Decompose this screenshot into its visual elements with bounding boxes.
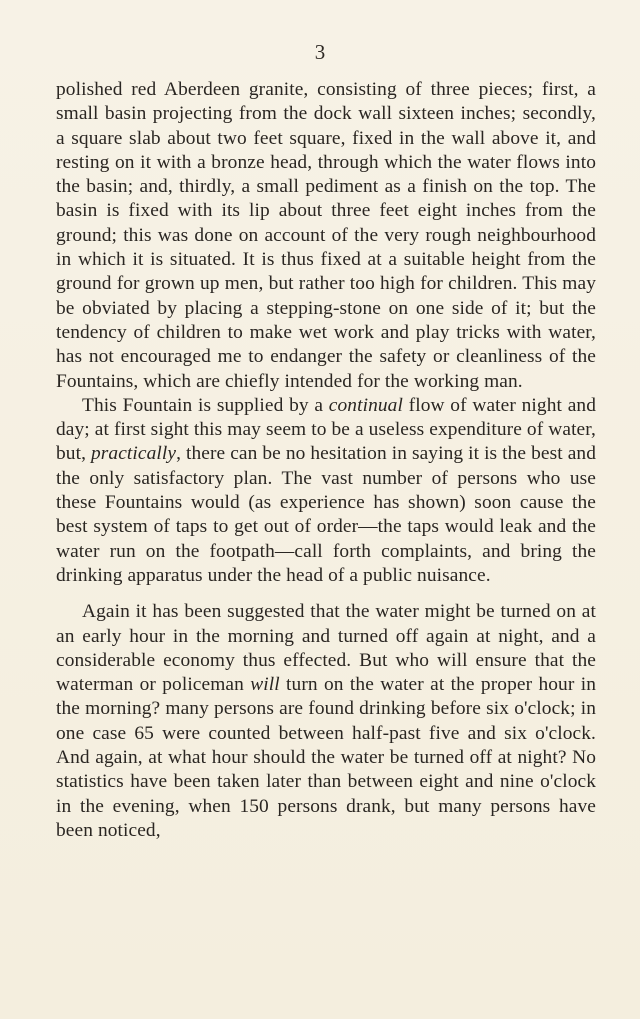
paragraph-3 bbox=[56, 600, 596, 843]
paragraph-2 bbox=[56, 394, 596, 588]
body-text bbox=[56, 78, 596, 843]
paragraph-1 bbox=[56, 78, 596, 394]
emphasis-practically: practically bbox=[90, 443, 177, 465]
emphasis-will: will bbox=[250, 674, 280, 696]
paragraph-1-text: polished red Aberdeen granite, consisting of three pieces; first, a small basin projecting from the dock wall sixteen inches; secondly, a square slab about two feet square, fixed in the wall above it, and resting on it with a bronze head, through which the water flows into the basin; and, thirdly, a small pediment as a finish on the top. The basin is fixed with its lip about three feet eight inches from the ground; this was done on account of the very rough neighbourhood in which it is situated. It is thus fixed at a suitable height from the ground for grown up men, but rather too high for children. This may be obviated by placing a stepping-stone on one side of it; but the tendency of children to make wet work and play tricks with water, has not encouraged me to endanger the safety or cleanliness of the Fountains, which are chiefly intended for the working man. bbox=[56, 79, 596, 392]
paragraph-3-text-b: turn on the water at the proper hour in the morning? many persons are found drinking before six o'clock; in one case 65 were counted between half-past five and six o'clock. And again, at what hour should the water be turned off at night? No statistics have been taken later than between eight and nine o'clock in the evening, when 150 persons drank, but many persons have been noticed, bbox=[56, 674, 597, 841]
paragraph-3-text-a: Again it has been suggested that the water might be turned on at an early hour in the morning and turned off again at night, and a considerable economy thus effected. But who will ensure that the waterman or policeman bbox=[56, 601, 596, 696]
emphasis-continual: continual bbox=[328, 394, 403, 416]
page-number: 3 bbox=[314, 40, 326, 64]
paragraph-2-text-a: This Fountain is supplied by a bbox=[82, 394, 329, 416]
paragraph-2-text-c: , there can be no hesitation in saying it is the best and the only satisfactory plan. The vast number of persons who use these Fountains would (as experience has shown) soon cause the best system of taps to get out of order—the taps would leak and the water run on the footpath—call forth complaints, and bring the drinking apparatus under the head of a public nuisance. bbox=[56, 443, 596, 586]
paragraph-2-text-b: flow of water night and day; at first sight this may seem to be a useless expenditure of water, but, bbox=[56, 394, 596, 465]
